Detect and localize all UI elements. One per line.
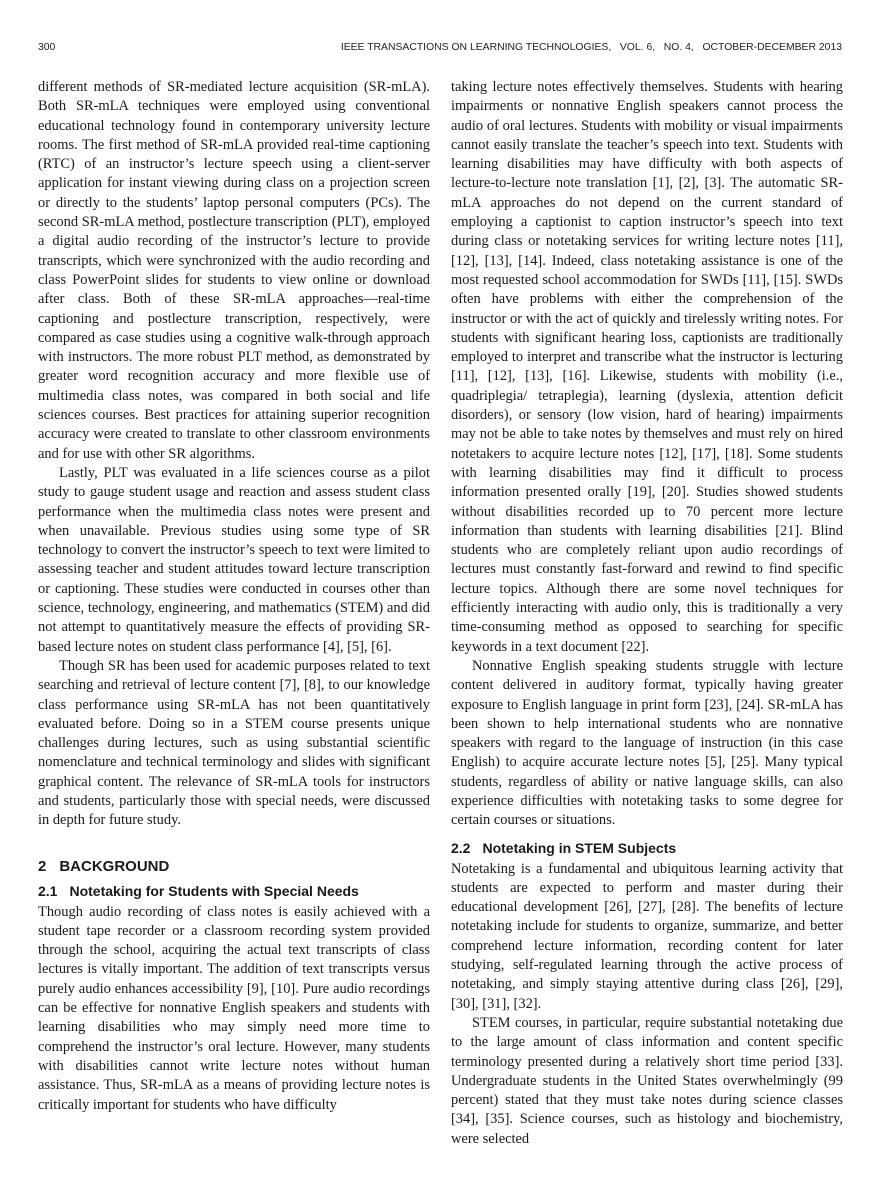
page-number: 300 <box>38 42 56 53</box>
subsection-title: Notetaking in STEM Subjects <box>482 839 677 856</box>
body-paragraph: Though audio recording of class notes is easily achieved with a student tape recorder or a classroom recording system provided through the school, acquiring the actual text transcripts of class lectures is vitally important. The addition of text transcripts versus purely audio enhances accessibility [9], [10]. Pure audio recordings can be effective for nonnative English speakers and students with learning disabilities who may simply need more time to comprehend the instructor’s oral lecture. However, many students with disabilities cannot write lecture notes without human assistance. Thus, SR-mLA as a means of providing lecture notes is critically important for students who have difficulty <box>38 903 430 1113</box>
subsection-heading <box>38 882 430 901</box>
subsection-number: 2.1 <box>38 882 58 899</box>
body-paragraph: Though SR has been used for academic purposes related to text searching and retrieval of lecture content [7], [8], to our knowledge class performance using SR-mLA has not been quantitatively evaluated before. Doing so in a STEM course presents unique challenges during lectures, such as using substantial scientific nomenclature and technical terminology and slides with significant graphical content. The relevance of SR-mLA tools for instructors and students, particularly those with special needs, were discussed in depth for future study. <box>38 657 430 829</box>
section-heading <box>38 857 430 876</box>
section-number: 2 <box>38 857 47 875</box>
body-paragraph: STEM courses, in particular, require substantial notetaking due to the large amount of class information and content specific terminology presented during a relatively short time period [33]. Undergraduate students in the United States overwhelmingly (99 percent) stated that they must take notes during science classes [34], [35]. Science courses, such as histology and biochemistry, were selected <box>451 1014 843 1147</box>
body-paragraph: different methods of SR-mediated lecture acquisition (SR-mLA). Both SR-mLA techniques were employed using conventional educational technology found in contemporary university lecture rooms. The first method of SR-mLA provided real-time captioning (RTC) of an instructor’s lecture speech using a client-server application for instant viewing during class on a projection screen or directly to the students’ laptop personal computers (PCs). The second SR-mLA method, postlecture transcription (PLT), employed a digital audio recording of the instructor’s lecture to provide transcripts, which were synchronized with the audio recording and class PowerPoint slides for students to view online or download after class. Both of these SR-mLA approaches—real-time captioning and postlecture transcription, respectively, were compared as case studies using a cognitive walk-through approach with instructors. The more robust PLT method, as demonstrated by greater word recognition accuracy and more flexible use of multimedia class notes, was compared in both social and life sciences courses. Best practices for attaining superior recognition accuracy were created to translate to other classroom environments and for use with other SR algorithms. <box>38 79 430 462</box>
section-title: BACKGROUND <box>59 857 170 875</box>
body-paragraph: Notetaking is a fundamental and ubiquitous learning activity that students are expected to perform and master during their educational development [26], [27], [28]. The benefits of lecture notetaking include for students to organize, summarize, and better comprehend lecture information, recording content for later studying, self-regulated learning through the active process of notetaking, and simply staying attentive during class [26], [29], [30], [31], [32]. <box>451 860 843 1012</box>
running-header <box>38 42 842 58</box>
subsection-number: 2.2 <box>451 839 471 856</box>
body-paragraph: Lastly, PLT was evaluated in a life sciences course as a pilot study to gauge student usage and reaction and assess student class performance when the multimedia class notes were present and when unavailable. Previous studies using some type of SR technology to convert the instructor’s speech to text were limited to assessing teacher and student attitudes toward lecture transcription or captioning. These studies were conducted in courses other than science, technology, engineering, and mathematics (STEM) and did not attempt to quantitatively measure the effects of providing SR-based lecture notes on student class performance [4], [5], [6]. <box>38 464 430 655</box>
left-column <box>38 78 430 1115</box>
subsection-title: Notetaking for Students with Special Needs <box>69 882 359 899</box>
right-column <box>451 78 843 1149</box>
body-paragraph: taking lecture notes effectively themselves. Students with hearing impairments or nonnative English speakers cannot process the audio of oral lectures. Students with mobility or visual impairments cannot easily translate the teacher’s speech into text. Students with learning disabilities may have difficulty with both aspects of lecture-to-lecture note translation [1], [2], [3]. The automatic SR-mLA approaches do not depend on the current standard of employing a captionist to caption instructor’s speech into text during class or notetaking services for writing lecture notes [11], [12], [13], [14]. Indeed, class notetaking assistance is one of the most requested school accommodation for SWDs [11], [15]. SWDs often have problems with either the comprehension of the instructor or with the act of quickly and tirelessly writing notes. For students with significant hearing loss, captionists are traditionally employed to interpret and transcribe what the instructor is lecturing [11], [12], [13], [16]. Likewise, students with mobility (i.e., quadriplegia/ tetraplegia), learning (dyslexia, attention deficit disorders), or sensory (low vision, hard of hearing) impairments may not be able to take notes by themselves and must rely on hired notetakers to acquire lecture notes [12], [17], [18]. Some students with learning disabilities may find it difficult to process information presented orally [19], [20]. Studies showed students without disabilities recorded up to 70 percent more lecture information than students with learning disabilities [21]. Blind students who are completely reliant upon audio recordings of lectures must constantly fast-forward and rewind to find specific lecture topics. Although there are some novel techniques for efficiently interacting with audio only, this is traditionally a very time-consuming method as opposed to searching for specific keywords in a text document [22]. <box>451 79 843 655</box>
subsection-heading <box>451 839 843 858</box>
body-paragraph: Nonnative English speaking students struggle with lecture content delivered in auditory format, typically having greater exposure to English language in print form [23], [24]. SR-mLA has been shown to help international students who are nonnative speakers with regard to the language of instruction (in this case English) to acquire accurate lecture notes [5], [25]. Many typical students, regardless of ability or native language skills, can also experience difficulties with notetaking tasks to some degree for certain courses or situations. <box>451 657 843 829</box>
journal-title: IEEE TRANSACTIONS ON LEARNING TECHNOLOGIES, VOL. 6, NO. 4, OCTOBER-DECEMBER 2013 <box>340 42 842 53</box>
